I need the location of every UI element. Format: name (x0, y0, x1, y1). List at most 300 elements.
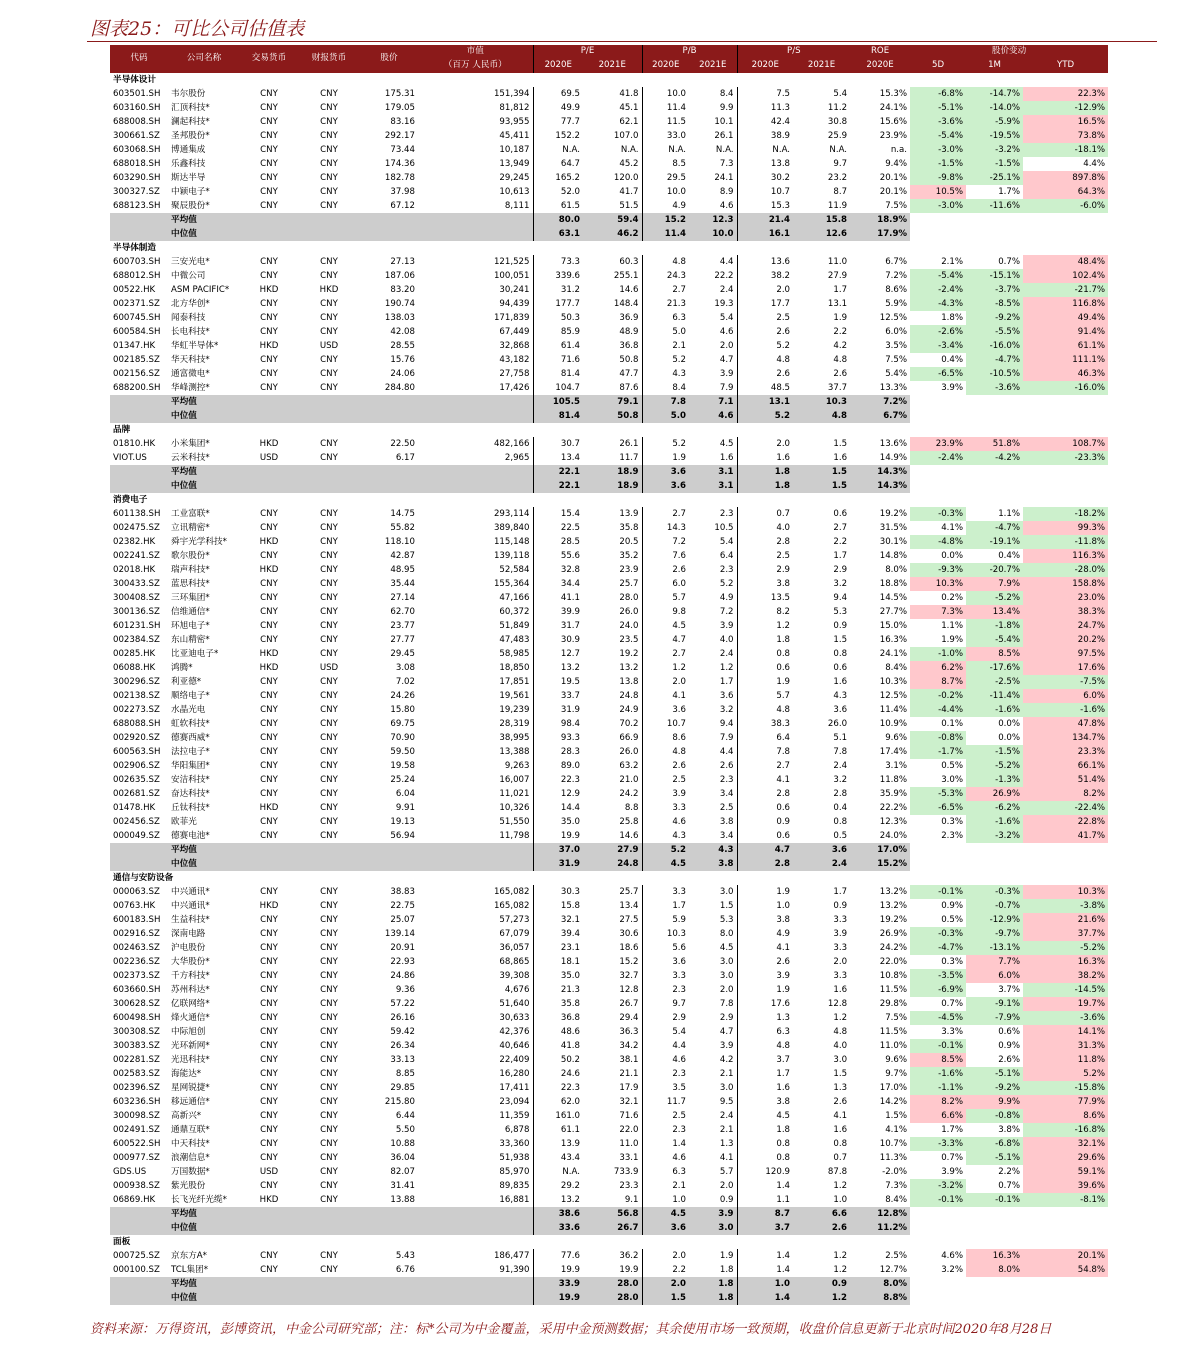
table-cell: 2.8 (737, 535, 793, 549)
table-cell: 64.7 (533, 157, 583, 171)
table-cell: 圣邦股份* (171, 130, 210, 141)
table-cell: 瑞声科技* (171, 564, 210, 575)
table-cell: 61.5 (533, 199, 583, 213)
table-cell: 4.4 (719, 256, 734, 267)
table-cell: 77.6 (533, 1249, 583, 1263)
table-cell: 10.3% (879, 676, 908, 687)
table-cell: 11.7 (619, 452, 639, 463)
table-cell: 2.6 (737, 325, 793, 339)
table-cell: HKD (259, 536, 279, 547)
table-row (110, 549, 1108, 563)
stat-empty (418, 1291, 533, 1305)
table-cell: 5.3 (833, 606, 848, 617)
table-cell: 33.7 (533, 689, 583, 703)
stat-empty (298, 479, 360, 493)
table-cell: 51,640 (499, 998, 530, 1009)
table-cell: 33,360 (499, 1138, 530, 1149)
table-cell: 2.9 (737, 563, 793, 577)
table-cell: CNY (320, 718, 338, 729)
table-cell: 5.2 (737, 339, 793, 353)
table-row (110, 199, 1108, 213)
stat-value: 6.6 (793, 1207, 850, 1221)
table-cell: 19.3 (714, 298, 734, 309)
table-cell: 13.5 (737, 591, 793, 605)
table-cell: 35.0 (533, 815, 583, 829)
table-cell: 中微公司 (171, 270, 206, 281)
table-cell: 26.1 (714, 130, 734, 141)
table-cell: 22.2% (879, 802, 908, 813)
table-cell: 12.9 (533, 787, 583, 801)
table-cell: 2.4 (719, 648, 734, 659)
table-cell: 284.80 (384, 382, 415, 393)
table-cell: 0.9% (998, 1040, 1021, 1051)
stat-value: 3.1 (689, 479, 737, 493)
table-cell: CNY (320, 158, 338, 169)
table-cell: CNY (320, 1194, 338, 1205)
table-cell: 9.4 (833, 592, 848, 603)
table-cell: 8.5 (642, 157, 689, 171)
table-row (110, 143, 1108, 157)
table-cell: 中兴通讯* (171, 900, 210, 911)
table-cell: 光迅科技* (171, 1054, 210, 1065)
table-cell: HKD (259, 900, 279, 911)
table-cell: 7.3 (719, 158, 734, 169)
table-cell: 4.1 (642, 689, 689, 703)
table-cell: 8.2% (910, 1095, 966, 1109)
table-cell: 1.6 (833, 452, 848, 463)
table-cell: 19.2% (879, 914, 908, 925)
table-cell: CNY (320, 1096, 338, 1107)
stat-empty (240, 227, 298, 241)
table-cell: 3.5 (642, 1081, 689, 1095)
stat-value: 80.0 (533, 213, 583, 227)
table-cell: 51.5 (619, 200, 639, 211)
stat-spacer (110, 395, 168, 409)
table-cell: 06869.HK (113, 1194, 156, 1205)
stat-label: 中位值 (168, 227, 240, 241)
table-cell: 47,166 (499, 592, 530, 603)
stat-empty (298, 1207, 360, 1221)
table-cell: -0.1% (910, 1039, 966, 1053)
table-cell: 38.3% (1023, 605, 1108, 619)
stat-empty (910, 465, 966, 479)
table-cell: 300098.SZ (113, 1110, 160, 1121)
table-cell: -9.7% (966, 927, 1023, 941)
stat-value: 63.1 (533, 227, 583, 241)
table-cell: 22.2 (714, 270, 734, 281)
stat-spacer (110, 227, 168, 241)
stat-empty (1023, 465, 1108, 479)
table-cell: CNY (320, 1166, 338, 1177)
table-cell: 1.7% (941, 1124, 964, 1135)
page-title: 图表25：可比公司估值表 (90, 18, 305, 40)
table-cell: -6.5% (910, 367, 966, 381)
table-cell: 3.9 (642, 787, 689, 801)
table-row (110, 185, 1108, 199)
table-cell: 36.3 (619, 1026, 639, 1037)
table-cell: 52.0 (533, 185, 583, 199)
table-cell: 11.3% (879, 1152, 908, 1163)
stat-value: 56.8 (583, 1207, 642, 1221)
table-cell: 0.7% (941, 1152, 964, 1163)
table-cell: N.A. (642, 143, 689, 157)
table-cell: CNY (320, 998, 338, 1009)
table-cell: 30.6 (619, 928, 639, 939)
table-cell: 300408.SZ (113, 592, 160, 603)
table-cell: 4.1 (833, 1110, 848, 1121)
table-cell: 虹软科技* (171, 718, 210, 729)
table-cell: 1.4 (642, 1137, 689, 1151)
table-cell: CNY (260, 1138, 278, 1149)
stat-value: 11.4 (642, 227, 689, 241)
table-cell: 23.77 (390, 620, 415, 631)
table-cell: 2.6 (642, 759, 689, 773)
table-cell: 134.7% (1023, 731, 1108, 745)
stat-empty (1023, 1291, 1108, 1305)
table-cell: 2.7 (833, 522, 848, 533)
table-cell: 25.9 (827, 130, 848, 141)
table-row (110, 619, 1108, 633)
table-cell: 57,273 (499, 914, 530, 925)
table-cell: 千方科技* (171, 970, 210, 981)
table-cell: 29.5 (642, 171, 689, 185)
table-cell: 1.4 (737, 1179, 793, 1193)
stat-value: 4.7 (737, 843, 793, 857)
table-cell: -3.2% (966, 143, 1023, 157)
stat-empty (298, 843, 360, 857)
table-cell: 1.0 (642, 1193, 689, 1207)
table-cell: 3.1% (885, 760, 908, 771)
table-cell: -8.5% (966, 297, 1023, 311)
table-cell: 45,411 (499, 130, 530, 141)
table-cell: CNY (260, 970, 278, 981)
stat-empty (1023, 395, 1108, 409)
stat-empty (966, 409, 1023, 423)
table-cell: CNY (320, 1250, 338, 1261)
table-cell: 2.0 (833, 956, 848, 967)
table-cell: 2.1 (642, 339, 689, 353)
table-cell: 7.5% (885, 354, 908, 365)
table-cell: 02018.HK (113, 564, 156, 575)
stat-value: 28.0 (583, 1277, 642, 1291)
table-cell: 51.4% (1023, 773, 1108, 787)
table-cell: -3.5% (910, 969, 966, 983)
table-cell: 8.2 (737, 605, 793, 619)
table-cell: 77.7 (533, 115, 583, 129)
table-cell: 11,798 (499, 830, 530, 841)
table-cell: -6.5% (910, 801, 966, 815)
table-cell: 2.0 (737, 437, 793, 451)
stat-value: 46.2 (583, 227, 642, 241)
table-cell: 00285.HK (113, 648, 156, 659)
table-cell: HKD (259, 648, 279, 659)
table-cell: 4.8 (833, 1026, 848, 1037)
table-cell: 29.8% (879, 998, 908, 1009)
table-cell: 7.9 (719, 732, 734, 743)
table-cell: ASM PACIFIC* (171, 284, 230, 295)
table-cell: 56.94 (390, 830, 415, 841)
table-cell: -21.7% (1023, 283, 1108, 297)
table-cell: 6.3 (642, 311, 689, 325)
table-cell: 25.24 (390, 774, 415, 785)
table-cell: 6.76 (395, 1264, 415, 1275)
table-cell: 30.2 (737, 171, 793, 185)
table-cell: N.A. (715, 144, 734, 155)
table-cell: 20.91 (390, 942, 415, 953)
col-name: 公司名称 (168, 45, 240, 73)
table-cell: 8.6% (885, 284, 908, 295)
table-cell: 33.1 (619, 1152, 639, 1163)
table-cell: 00522.HK (113, 284, 156, 295)
table-cell: 乐鑫科技 (171, 158, 206, 169)
table-cell: 17.7 (737, 297, 793, 311)
table-cell: 11.8% (1023, 1053, 1108, 1067)
table-cell: 41.7% (1023, 829, 1108, 843)
table-cell: 000049.SZ (113, 830, 160, 841)
table-cell: 121,525 (493, 256, 530, 267)
table-cell: 1.7 (737, 1067, 793, 1081)
table-cell: 20.1% (1023, 1249, 1108, 1263)
table-row (110, 129, 1108, 143)
table-cell: 11.0 (827, 256, 848, 267)
table-cell: 688012.SH (113, 270, 161, 281)
table-cell: 45.1 (619, 102, 639, 113)
table-cell: -6.2% (966, 801, 1023, 815)
table-cell: USD (259, 452, 279, 463)
table-cell: -5.4% (910, 269, 966, 283)
table-cell: -1.0% (910, 647, 966, 661)
table-cell: CNY (260, 634, 278, 645)
table-cell: 4.0 (737, 521, 793, 535)
table-cell: 1.2 (833, 1012, 848, 1023)
table-cell: 5.0 (642, 325, 689, 339)
table-header (110, 45, 1108, 73)
table-cell: 50.8 (619, 354, 639, 365)
table-cell: 14.6 (619, 830, 639, 841)
valuation-table (110, 45, 1108, 1305)
table-cell: 7.7% (966, 955, 1023, 969)
table-cell: 4.0 (719, 634, 734, 645)
table-cell: 15.6% (879, 116, 908, 127)
table-cell: 德赛西威* (171, 732, 210, 743)
table-cell: CNY (260, 88, 278, 99)
table-cell: 10.7 (642, 717, 689, 731)
stat-empty (418, 1207, 533, 1221)
table-cell: CNY (320, 830, 338, 841)
table-cell: 8.85 (395, 1068, 415, 1079)
table-cell: -16.8% (1023, 1123, 1108, 1137)
table-cell: CNY (260, 942, 278, 953)
stat-value: 11.2% (850, 1221, 910, 1235)
stat-empty (1023, 1277, 1108, 1291)
table-cell: 5.7 (719, 1166, 734, 1177)
table-cell: 14.5% (879, 592, 908, 603)
table-cell: -3.2% (966, 829, 1023, 843)
table-cell: -1.6% (1023, 703, 1108, 717)
table-cell: 69.75 (390, 718, 415, 729)
col-ytd: YTD (1023, 59, 1108, 73)
table-cell: 立讯精密* (171, 522, 210, 533)
median-row (110, 857, 1108, 871)
stat-value: 5.2 (737, 409, 793, 423)
table-cell: 174.36 (384, 158, 415, 169)
table-cell: 生益科技* (171, 914, 210, 925)
stat-value: 1.0 (737, 1277, 793, 1291)
table-cell: 179.05 (384, 102, 415, 113)
table-cell: 7.8 (833, 746, 848, 757)
stat-label: 平均值 (168, 843, 240, 857)
table-cell: 151,394 (493, 88, 530, 99)
table-cell: -1.6% (910, 1067, 966, 1081)
col-5d: 5D (910, 59, 966, 73)
table-cell: 15.8 (533, 899, 583, 913)
table-cell: 19.58 (390, 760, 415, 771)
table-cell: N.A. (620, 144, 639, 155)
table-cell: 1.9 (719, 1250, 734, 1261)
table-cell: 12.5% (879, 690, 908, 701)
table-cell: 38.2% (1023, 969, 1108, 983)
table-cell: 3.0 (719, 886, 734, 897)
table-cell: 39,308 (499, 970, 530, 981)
stat-empty (298, 1277, 360, 1291)
table-cell: 12.8 (827, 998, 848, 1009)
table-cell: 4.8 (642, 255, 689, 269)
stat-value: 15.2% (850, 857, 910, 871)
table-cell: 002681.SZ (113, 788, 160, 799)
table-cell: 7.5% (885, 1012, 908, 1023)
table-cell: 0.7 (833, 1152, 848, 1163)
table-cell: 30,633 (499, 1012, 530, 1023)
table-cell: 12.7 (533, 647, 583, 661)
table-cell: 4.4 (719, 746, 734, 757)
stat-empty (1023, 479, 1108, 493)
table-cell: CNY (320, 1040, 338, 1051)
table-cell: VIOT.US (113, 452, 147, 463)
table-cell: 24.6 (533, 1067, 583, 1081)
table-cell: -9.2% (966, 1081, 1023, 1095)
table-cell: CNY (320, 606, 338, 617)
stat-empty (1023, 843, 1108, 857)
table-cell: 50.3 (533, 311, 583, 325)
table-cell: 大华股份* (171, 956, 210, 967)
table-cell: 148.4 (613, 298, 639, 309)
table-cell: CNY (260, 550, 278, 561)
table-cell: 6.44 (395, 1110, 415, 1121)
table-row (110, 955, 1108, 969)
table-cell: 5.7 (642, 591, 689, 605)
table-cell: 20.5 (619, 536, 639, 547)
stat-value: 37.0 (533, 843, 583, 857)
table-cell: 长飞光纤光缆* (171, 1194, 227, 1205)
stat-value: 2.4 (793, 857, 850, 871)
stat-empty (910, 1207, 966, 1221)
table-cell: CNY (260, 886, 278, 897)
table-cell: CNY (320, 886, 338, 897)
table-cell: 62.1 (619, 116, 639, 127)
table-cell: 600183.SH (113, 914, 161, 925)
table-cell: 10.88 (390, 1138, 415, 1149)
stat-empty (240, 1207, 298, 1221)
table-cell: 11.2 (827, 102, 848, 113)
table-cell: -1.6% (966, 815, 1023, 829)
table-cell: 177.7 (533, 297, 583, 311)
table-cell: 8.8 (624, 802, 639, 813)
stat-value: 6.7% (850, 409, 910, 423)
table-cell: 5.2 (642, 353, 689, 367)
table-cell: 4.4 (642, 1039, 689, 1053)
stat-empty (910, 1291, 966, 1305)
table-cell: 三安光电* (171, 256, 210, 267)
table-cell: 2.6 (737, 367, 793, 381)
table-cell: 13.88 (390, 1194, 415, 1205)
table-cell: 24.26 (390, 690, 415, 701)
section-title: 半导体制造 (113, 242, 156, 253)
table-cell: 利亚德* (171, 676, 202, 687)
table-cell: CNY (320, 1026, 338, 1037)
table-cell: 2.2 (833, 536, 848, 547)
table-cell: 3.9% (941, 1166, 964, 1177)
stat-empty (298, 465, 360, 479)
table-cell: -5.4% (910, 129, 966, 143)
table-cell: 6.2% (910, 661, 966, 675)
table-row (110, 381, 1108, 395)
table-cell: -0.3% (966, 885, 1023, 899)
table-cell: 600563.SH (113, 746, 161, 757)
table-cell: 舜宇光学科技* (171, 536, 227, 547)
table-cell: 2.6 (833, 368, 848, 379)
stat-empty (240, 843, 298, 857)
table-cell: CNY (320, 774, 338, 785)
table-cell: 39.6% (1023, 1179, 1108, 1193)
table-cell: 6.3 (737, 1025, 793, 1039)
table-cell: CNY (320, 592, 338, 603)
stat-spacer (110, 1221, 168, 1235)
table-cell: 2.4 (719, 1110, 734, 1121)
table-cell: 19.13 (390, 816, 415, 827)
table-cell: 0.9 (737, 815, 793, 829)
table-cell: 10.5% (910, 185, 966, 199)
table-cell: 0.0% (998, 732, 1021, 743)
table-cell: 7.5% (885, 200, 908, 211)
table-cell: 15.80 (390, 704, 415, 715)
table-cell: 48.9 (619, 326, 639, 337)
table-cell: 11.8% (879, 774, 908, 785)
average-row (110, 465, 1108, 479)
table-cell: 13.4% (966, 605, 1023, 619)
table-cell: 002236.SZ (113, 956, 160, 967)
stat-empty (418, 1277, 533, 1291)
table-cell: -9.1% (966, 997, 1023, 1011)
table-cell: 7.2 (719, 606, 734, 617)
table-cell: 300136.SZ (113, 606, 160, 617)
table-cell: 0.8 (833, 648, 848, 659)
table-cell: CNY (260, 508, 278, 519)
table-cell: -0.8% (910, 731, 966, 745)
table-cell: 28,319 (499, 718, 530, 729)
table-cell: 2.3 (642, 1067, 689, 1081)
table-cell: 4.2 (833, 340, 848, 351)
stat-value: 1.8 (737, 479, 793, 493)
table-cell: 47.8% (1023, 717, 1108, 731)
table-cell: 通富微电* (171, 368, 210, 379)
stat-empty (360, 857, 418, 871)
table-cell: 45.2 (619, 158, 639, 169)
table-row (110, 283, 1108, 297)
table-cell: 22.5 (533, 521, 583, 535)
col-pb: P/B (642, 45, 737, 59)
table-cell: 73.44 (390, 144, 415, 155)
table-cell: 1.7 (833, 550, 848, 561)
